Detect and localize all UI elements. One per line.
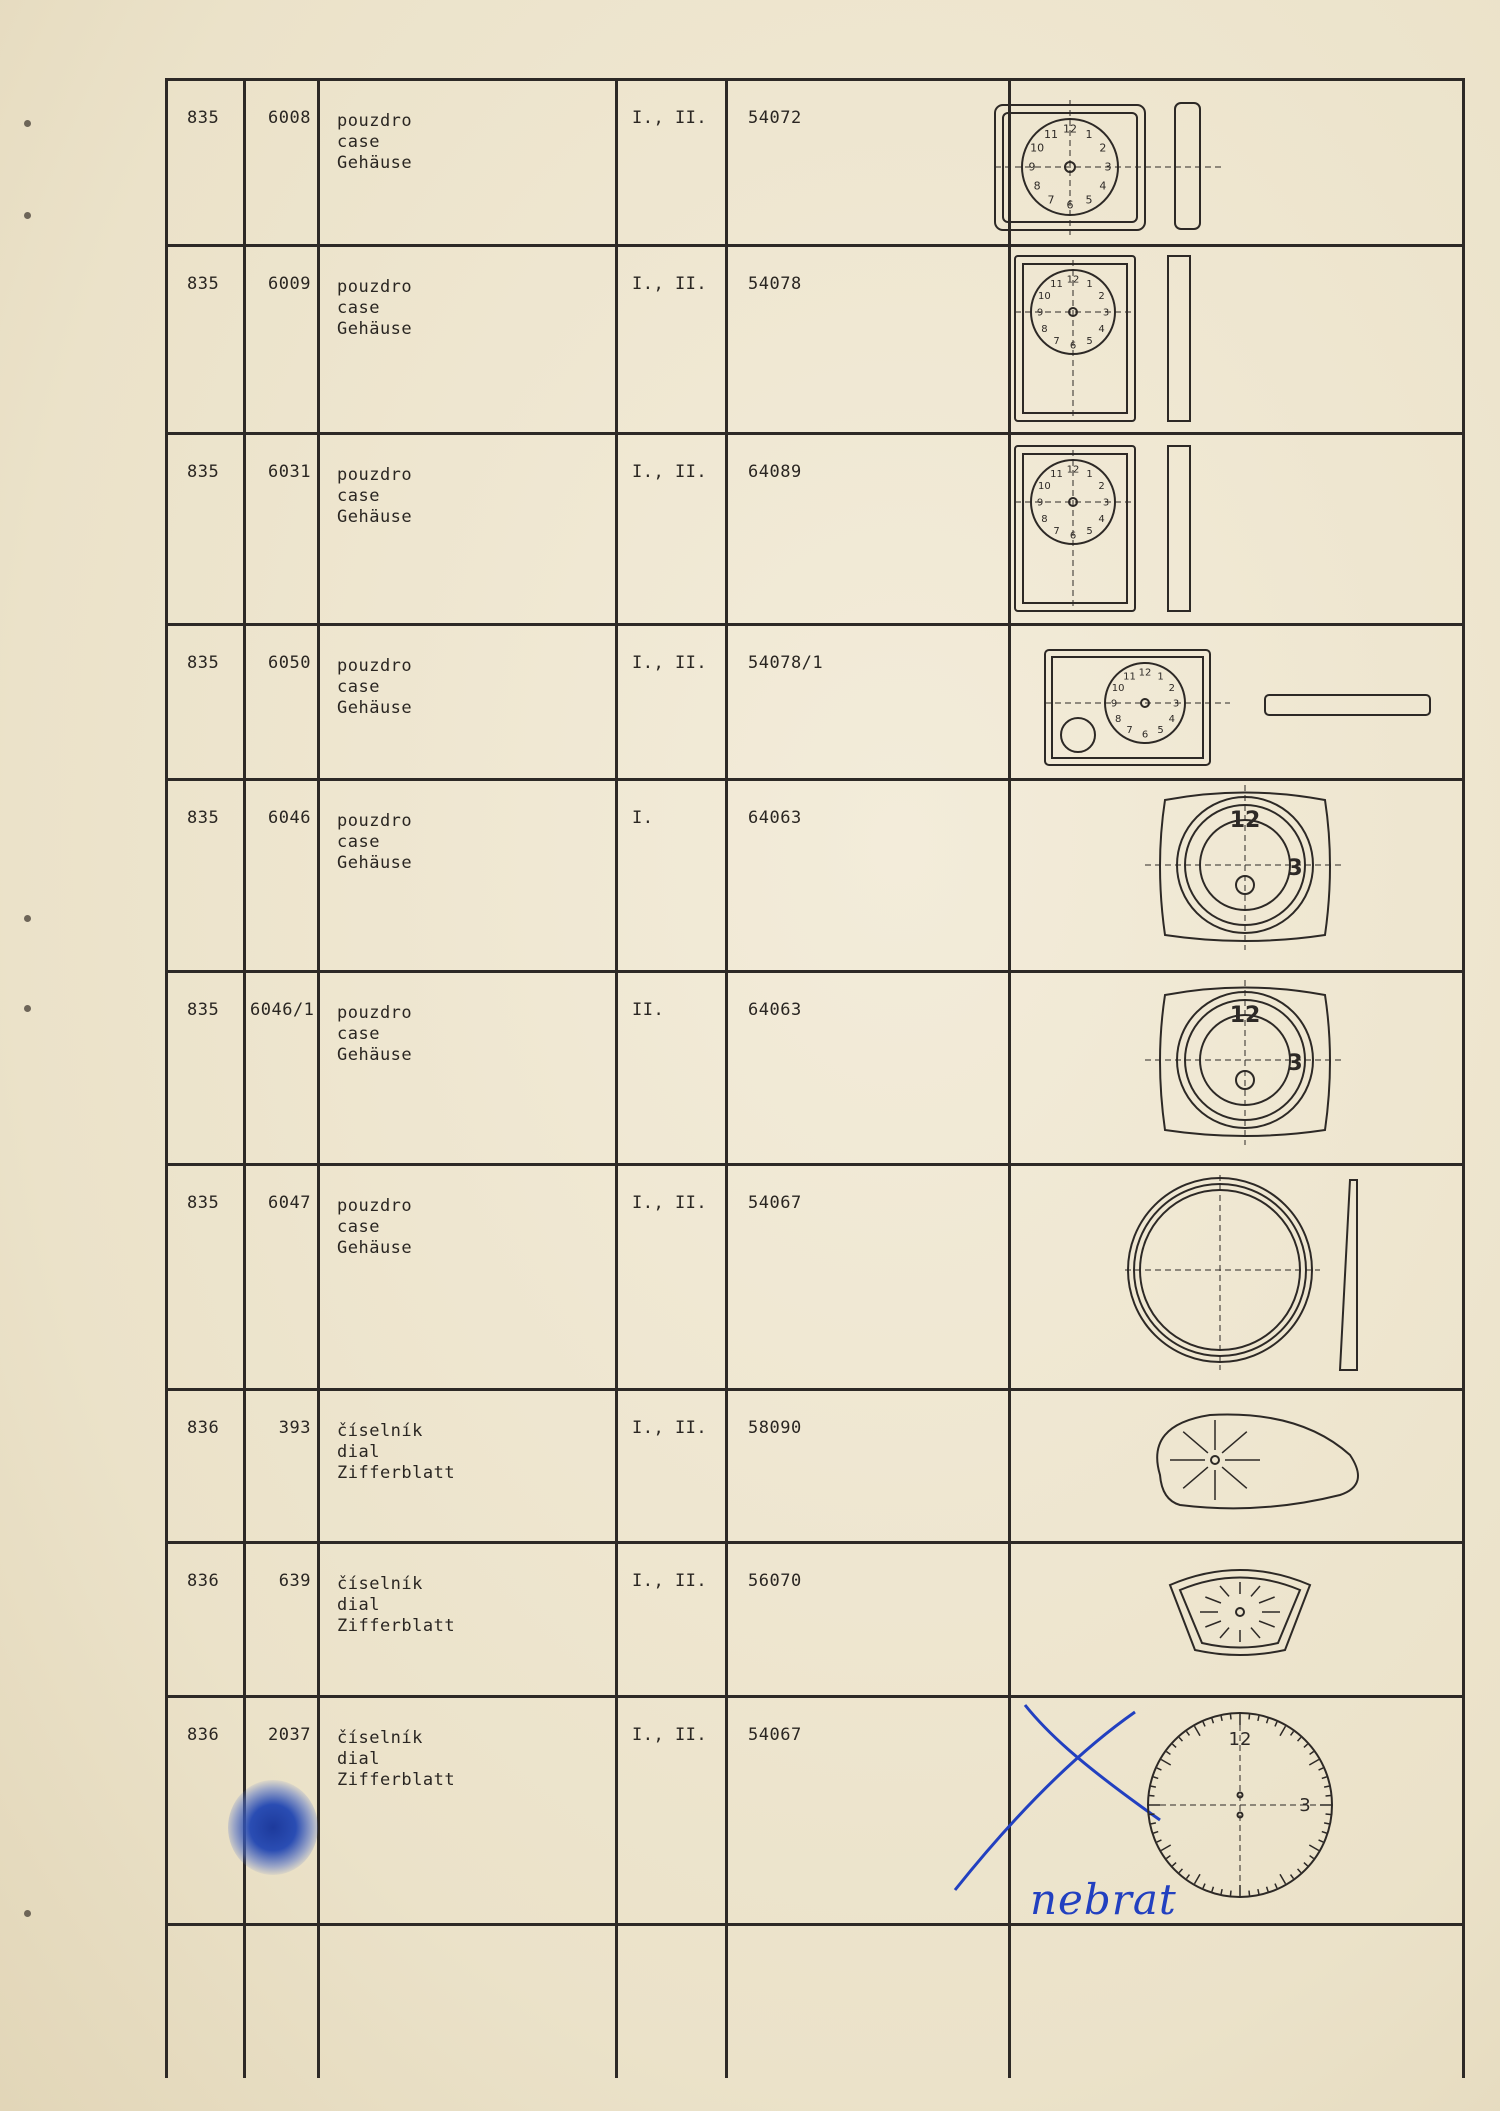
part-number-cell: 6031 bbox=[268, 462, 311, 482]
part-name-cs: číselník bbox=[337, 1574, 423, 1594]
part-name-en: dial bbox=[337, 1442, 380, 1462]
part-name-en: case bbox=[337, 1024, 380, 1044]
svg-text:12: 12 bbox=[1066, 464, 1080, 476]
svg-text:4: 4 bbox=[1168, 713, 1176, 725]
svg-text:6: 6 bbox=[1066, 198, 1074, 212]
group-code-cell: 835 bbox=[187, 274, 220, 294]
group-code-cell: 836 bbox=[187, 1418, 220, 1438]
part-name-cs: pouzdro bbox=[337, 465, 413, 485]
ink-blot bbox=[228, 1780, 318, 1875]
part-number-cell: 639 bbox=[278, 1571, 311, 1591]
row-divider bbox=[165, 1923, 1465, 1926]
part-name-de: Zifferblatt bbox=[337, 1463, 456, 1483]
reference-cell: 54078 bbox=[748, 274, 802, 294]
group-code-cell: 835 bbox=[187, 1193, 220, 1213]
dial-trapezoid-drawing bbox=[1160, 1560, 1325, 1665]
variant-cell: I., II. bbox=[632, 1725, 708, 1745]
svg-text:3: 3 bbox=[1104, 160, 1112, 174]
part-name-en: dial bbox=[337, 1749, 380, 1769]
svg-text:1: 1 bbox=[1086, 468, 1093, 480]
part-name-de: Zifferblatt bbox=[337, 1616, 456, 1636]
svg-text:9: 9 bbox=[1110, 698, 1118, 710]
dial-round-drawing bbox=[1145, 1710, 1345, 1910]
svg-text:9: 9 bbox=[1036, 497, 1044, 509]
part-number-cell: 6047 bbox=[268, 1193, 311, 1213]
clock-ring-drawing bbox=[1125, 1175, 1370, 1375]
part-number-cell: 6046/1 bbox=[250, 1000, 315, 1020]
clock-case-rounded-drawing bbox=[1145, 785, 1345, 950]
svg-text:11: 11 bbox=[1044, 127, 1058, 141]
svg-text:9: 9 bbox=[1036, 307, 1044, 319]
svg-text:11: 11 bbox=[1123, 671, 1136, 683]
svg-text:7: 7 bbox=[1053, 525, 1060, 537]
svg-text:6: 6 bbox=[1069, 340, 1077, 352]
svg-text:12: 12 bbox=[1063, 122, 1077, 136]
reference-cell: 56070 bbox=[748, 1571, 802, 1591]
part-name-cs: pouzdro bbox=[337, 277, 413, 297]
punch-hole bbox=[24, 915, 31, 922]
part-name-cs: číselník bbox=[337, 1728, 423, 1748]
variant-cell: II. bbox=[632, 1000, 665, 1020]
part-name-de: Gehäuse bbox=[337, 319, 413, 339]
part-number-cell: 393 bbox=[278, 1418, 311, 1438]
part-name-de: Gehäuse bbox=[337, 1045, 413, 1065]
table-row bbox=[165, 78, 1465, 244]
svg-text:5: 5 bbox=[1157, 725, 1164, 737]
svg-text:3: 3 bbox=[1172, 698, 1180, 710]
reference-cell: 58090 bbox=[748, 1418, 802, 1438]
clock-case-rounded-drawing bbox=[1145, 980, 1345, 1145]
svg-text:12: 12 bbox=[1066, 274, 1080, 286]
part-name-en: case bbox=[337, 486, 380, 506]
clock-case-tall-drawing bbox=[985, 440, 1205, 620]
part-name-cell bbox=[337, 465, 412, 528]
part-name-en: case bbox=[337, 1217, 380, 1237]
part-name-cell bbox=[337, 1574, 455, 1637]
svg-text:9: 9 bbox=[1028, 160, 1036, 174]
part-number-cell: 6046 bbox=[268, 808, 311, 828]
punch-hole bbox=[24, 1005, 31, 1012]
svg-text:2: 2 bbox=[1098, 480, 1105, 492]
svg-text:11: 11 bbox=[1050, 278, 1063, 290]
svg-text:4: 4 bbox=[1098, 323, 1105, 335]
variant-cell: I., II. bbox=[632, 1193, 708, 1213]
part-name-cs: pouzdro bbox=[337, 1196, 413, 1216]
part-name-cs: pouzdro bbox=[337, 111, 413, 131]
reference-cell: 54078/1 bbox=[748, 653, 824, 673]
handwritten-cross-mark bbox=[945, 1700, 1165, 1910]
part-name-cell bbox=[337, 1003, 412, 1066]
part-name-cell bbox=[337, 811, 412, 874]
svg-text:3: 3 bbox=[1102, 497, 1110, 509]
part-number-cell: 2037 bbox=[268, 1725, 311, 1745]
clock-case-square-drawing bbox=[975, 95, 1235, 240]
svg-text:5: 5 bbox=[1086, 525, 1093, 537]
group-code-cell: 835 bbox=[187, 808, 220, 828]
dial-teardrop-drawing bbox=[1140, 1405, 1380, 1520]
svg-text:2: 2 bbox=[1099, 141, 1107, 155]
reference-cell: 64063 bbox=[748, 808, 802, 828]
svg-text:5: 5 bbox=[1086, 335, 1093, 347]
part-name-de: Zifferblatt bbox=[337, 1770, 456, 1790]
group-code-cell: 835 bbox=[187, 1000, 220, 1020]
table-row bbox=[165, 244, 1465, 432]
svg-text:12: 12 bbox=[1229, 808, 1261, 833]
svg-text:8: 8 bbox=[1041, 323, 1048, 335]
svg-text:1: 1 bbox=[1085, 127, 1093, 141]
part-name-cs: číselník bbox=[337, 1421, 423, 1441]
reference-cell: 64089 bbox=[748, 462, 802, 482]
part-name-cell bbox=[337, 1728, 455, 1791]
svg-text:10: 10 bbox=[1038, 290, 1051, 302]
svg-text:3: 3 bbox=[1287, 1051, 1303, 1076]
svg-text:3: 3 bbox=[1287, 856, 1303, 881]
svg-text:1: 1 bbox=[1157, 671, 1164, 683]
svg-text:10: 10 bbox=[1038, 480, 1051, 492]
part-number-cell: 6008 bbox=[268, 108, 311, 128]
svg-text:6: 6 bbox=[1141, 729, 1149, 741]
svg-text:10: 10 bbox=[1030, 141, 1045, 155]
svg-text:10: 10 bbox=[1111, 682, 1125, 694]
variant-cell: I., II. bbox=[632, 108, 708, 128]
svg-text:8: 8 bbox=[1041, 513, 1048, 525]
variant-cell: I. bbox=[632, 808, 654, 828]
svg-text:2: 2 bbox=[1168, 682, 1176, 694]
group-code-cell: 835 bbox=[187, 108, 220, 128]
part-name-cell bbox=[337, 1421, 455, 1484]
variant-cell: I., II. bbox=[632, 653, 708, 673]
part-name-cs: pouzdro bbox=[337, 656, 413, 676]
svg-text:12: 12 bbox=[1228, 1729, 1252, 1750]
svg-text:4: 4 bbox=[1099, 179, 1107, 193]
part-name-de: Gehäuse bbox=[337, 507, 413, 527]
part-name-en: case bbox=[337, 298, 380, 318]
part-name-cell bbox=[337, 1196, 412, 1259]
svg-text:5: 5 bbox=[1085, 193, 1093, 207]
punch-hole bbox=[24, 120, 31, 127]
part-name-cell bbox=[337, 656, 412, 719]
svg-text:3: 3 bbox=[1102, 307, 1110, 319]
svg-text:12: 12 bbox=[1229, 1003, 1261, 1028]
svg-text:3: 3 bbox=[1299, 1795, 1311, 1816]
part-name-cell bbox=[337, 111, 412, 174]
reference-cell: 54067 bbox=[748, 1725, 802, 1745]
handwritten-note: nebrat bbox=[1030, 1875, 1177, 1924]
variant-cell: I., II. bbox=[632, 1571, 708, 1591]
group-code-cell: 835 bbox=[187, 462, 220, 482]
svg-text:8: 8 bbox=[1033, 179, 1041, 193]
group-code-cell: 836 bbox=[187, 1571, 220, 1591]
svg-text:7: 7 bbox=[1047, 193, 1055, 207]
variant-cell: I., II. bbox=[632, 1418, 708, 1438]
punch-hole bbox=[24, 1910, 31, 1917]
reference-cell: 54067 bbox=[748, 1193, 802, 1213]
part-name-en: case bbox=[337, 677, 380, 697]
svg-text:2: 2 bbox=[1098, 290, 1105, 302]
part-name-de: Gehäuse bbox=[337, 1238, 413, 1258]
part-name-de: Gehäuse bbox=[337, 698, 413, 718]
svg-text:8: 8 bbox=[1114, 713, 1122, 725]
group-code-cell: 836 bbox=[187, 1725, 220, 1745]
punch-hole bbox=[24, 212, 31, 219]
part-name-de: Gehäuse bbox=[337, 853, 413, 873]
part-number-cell: 6009 bbox=[268, 274, 311, 294]
variant-cell: I., II. bbox=[632, 274, 708, 294]
part-name-en: case bbox=[337, 832, 380, 852]
part-number-cell: 6050 bbox=[268, 653, 311, 673]
svg-text:11: 11 bbox=[1050, 468, 1063, 480]
variant-cell: I., II. bbox=[632, 462, 708, 482]
part-name-cs: pouzdro bbox=[337, 1003, 413, 1023]
svg-text:1: 1 bbox=[1086, 278, 1093, 290]
reference-cell: 54072 bbox=[748, 108, 802, 128]
table-row bbox=[165, 432, 1465, 623]
part-name-cell bbox=[337, 277, 412, 340]
svg-text:4: 4 bbox=[1098, 513, 1105, 525]
clock-case-tall-drawing bbox=[985, 250, 1205, 430]
clock-case-wide-drawing bbox=[1040, 645, 1440, 770]
svg-text:7: 7 bbox=[1126, 725, 1133, 737]
part-name-cs: pouzdro bbox=[337, 811, 413, 831]
reference-cell: 64063 bbox=[748, 1000, 802, 1020]
svg-text:7: 7 bbox=[1053, 335, 1060, 347]
part-name-de: Gehäuse bbox=[337, 153, 413, 173]
part-name-en: case bbox=[337, 132, 380, 152]
group-code-cell: 835 bbox=[187, 653, 220, 673]
part-name-en: dial bbox=[337, 1595, 380, 1615]
svg-text:6: 6 bbox=[1069, 530, 1077, 542]
svg-text:12: 12 bbox=[1138, 667, 1152, 679]
